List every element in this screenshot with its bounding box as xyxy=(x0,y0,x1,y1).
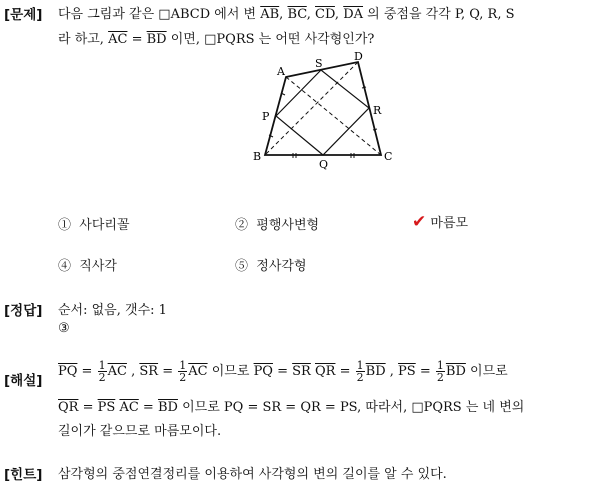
explanation-line-1: $\overline{PQ}$ = $\frac{1}{2}$ $\overline{AC}$ , $\overline{SR}$ = $\frac{1}{2}$ $\overline{AC}$ 이므로 $\overline{PQ} = \overline{SR}$ $\overline{QR}$ = $\frac{1}{2}$ $\overline{BD}$ , $\overline{PS}$ = $\frac{1}{2}$ $\overline{BD}$ 이므로 xyxy=(58,359,508,384)
point-d-label: D xyxy=(354,50,363,63)
problem-line-2: 라 하고, $\overline{AC} = \overline{BD}$ 이면, □PQRS 는 어떤 사각형인가? xyxy=(58,32,375,47)
explanation-line-2: $\overline{QR} = \overline{PS}$ $\overline{AC} = \overline{BD}$ 이므로 PQ = SR = QR = PS, 따라서, □PQRS 는 네 변의 xyxy=(58,400,525,415)
option-1[interactable]: ① 사다리꼴 xyxy=(58,218,130,233)
answer-value: ③ xyxy=(58,321,70,336)
explanation-label: [해설] xyxy=(4,373,43,389)
answer-label: [정답] xyxy=(4,303,43,319)
option-4[interactable]: ④ 직사각 xyxy=(58,259,117,274)
option-5[interactable]: ⑤ 정사각형 xyxy=(235,259,307,274)
problem-label: [문제] xyxy=(4,7,43,23)
point-q-label: Q xyxy=(319,158,329,171)
point-p-label: P xyxy=(262,110,270,123)
check-mark-icon: ✔ xyxy=(412,212,427,232)
option-3[interactable]: ✔ 마름모 xyxy=(412,212,469,232)
point-s-label: S xyxy=(315,57,323,70)
problem-line-1: 다음 그림과 같은 □ABCD 에서 변 $\overline{AB}$, $\overline{BC}$, $\overline{CD}$, $\overline{DA}$ 의 중점을 각각 P, Q, R, S xyxy=(58,7,515,22)
hint-label: [힌트] xyxy=(4,467,43,483)
answer-meta: 순서: 없음, 갯수: 1 xyxy=(58,303,167,318)
option-2[interactable]: ② 평행사변형 xyxy=(235,218,320,233)
explanation-line-3: 길이가 같으므로 마름모이다. xyxy=(58,424,222,439)
point-c-label: C xyxy=(384,150,393,163)
point-r-label: R xyxy=(373,104,382,117)
point-b-label: B xyxy=(253,150,262,163)
point-a-label: A xyxy=(277,65,285,78)
hint-text: 삼각형의 중점연결정리를 이용하여 사각형의 변의 길이를 알 수 있다. xyxy=(58,467,447,482)
